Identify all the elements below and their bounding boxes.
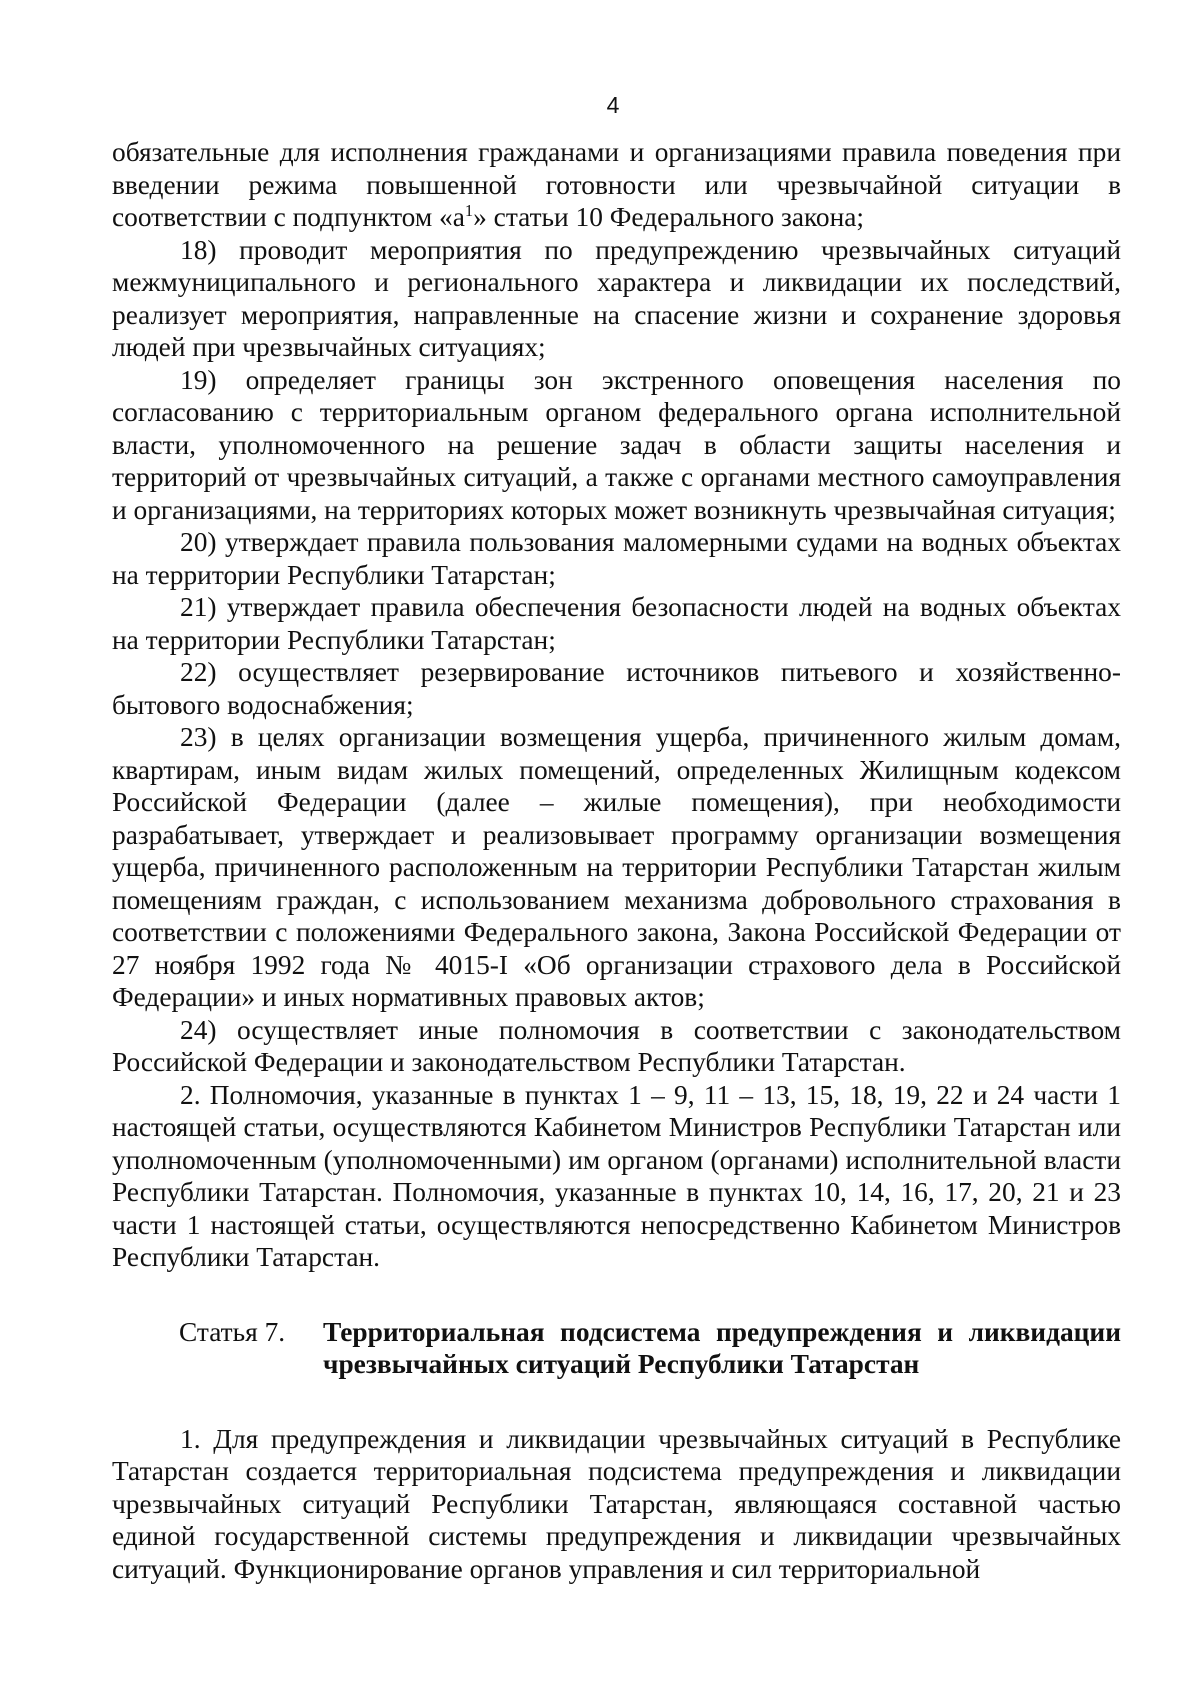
list-item-24: 24) осуществляет иные полномочия в соответствии с законодательством Российской Федерации и законодательством Республики Татарстан.	[112, 1014, 1121, 1077]
superscript: 1	[464, 200, 474, 220]
article-paragraph: 1. Для предупреждения и ликвидации чрезвычайных ситуаций в Республике Татарстан создается территориальная подсистема предупреждения и ликвидации чрезвычайных ситуаций Республики Татарстан, являющаяся составной частью единой государственной системы предупреждения и ликвидации чрезвычайных ситуаций. Функционирование органов управления и сил территориальной	[112, 1423, 1121, 1584]
paragraph-text-tail: » статьи 10 Федерального закона;	[473, 202, 865, 232]
page-number: 4	[606, 92, 620, 118]
list-item-22: 22) осуществляет резервирование источников питьевого и хозяйственно-бытового водоснабжения;	[112, 657, 1121, 720]
article-heading	[112, 1316, 1121, 1381]
list-item-23: 23) в целях организации возмещения ущерба, причиненного жилым домам, квартирам, иным видам жилых помещений, определенных Жилищным кодексом Российской Федерации (далее – жилые помещения), при необходимости разрабатывает, утверждает и реализовывает программу организации возмещения ущерба, причиненного расположенным на территории Республики Татарстан жилым помещениям граждан, с использованием механизма добровольного страхования в соответствии с положениями Федерального закона, Закона Российской Федерации от 27 ноября 1992 года № 4015-I «Об организации страхового дела в Российской Федерации» и иных нормативных правовых актов;	[112, 722, 1121, 1012]
list-item-21: 21) утверждает правила обеспечения безопасности людей на водных объектах на территории Республики Татарстан;	[112, 592, 1121, 655]
list-item-18: 18) проводит мероприятия по предупреждению чрезвычайных ситуаций межмуниципального и регионального характера и ликвидации их последствий, реализует мероприятия, направленные на спасение жизни и сохранение здоровья людей при чрезвычайных ситуациях;	[112, 234, 1121, 362]
article-title: Территориальная подсистема предупреждения и ликвидации чрезвычайных ситуаций Республики Татарстан	[323, 1316, 1121, 1379]
paragraph-text: обязательные для исполнения гражданами и организациями правила поведения при введении режима повышенной готовности или чрезвычайной ситуации в соответствии с подпунктом «а	[112, 137, 1121, 232]
part-2-paragraph: 2. Полномочия, указанные в пунктах 1 – 9, 11 – 13, 15, 18, 19, 22 и 24 части 1 настоящей статьи, осуществляются Кабинетом Министров Республики Татарстан или уполномоченным (уполномоченными) им органом (органами) исполнительной власти Республики Татарстан. Полномочия, указанные в пунктах 10, 14, 16, 17, 20, 21 и 23 части 1 настоящей статьи, осуществляются непосредственно Кабинетом Министров Республики Татарстан.	[112, 1079, 1121, 1272]
article-label: Статья 7.	[179, 1316, 286, 1347]
list-item-19: 19) определяет границы зон экстренного оповещения населения по согласованию с территориальным органом федерального органа исполнительной власти, уполномоченного на решение задач в области защиты населения и территорий от чрезвычайных ситуаций, а также с органами местного самоуправления и организациями, на территориях которых может возникнуть чрезвычайная ситуация;	[112, 364, 1121, 525]
document-body	[112, 136, 1121, 1585]
paragraph-continuation	[112, 136, 1121, 234]
list-item-20: 20) утверждает правила пользования маломерными судами на водных объектах на территории Республики Татарстан;	[112, 527, 1121, 590]
